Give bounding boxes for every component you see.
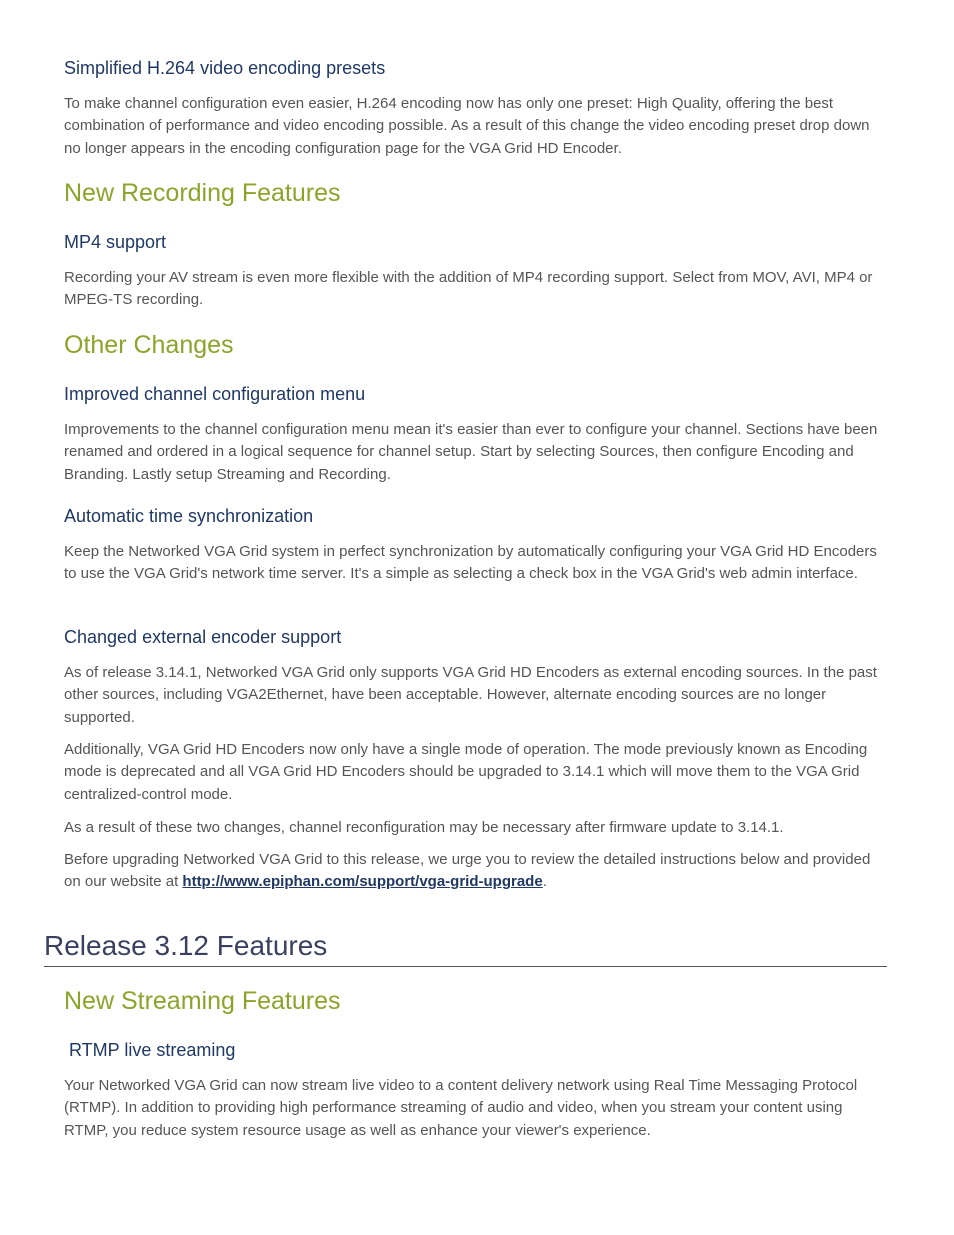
heading-rtmp-live-streaming: RTMP live streaming	[64, 1040, 236, 1060]
paragraph-h264-presets: To make channel configuration even easier, H.264 encoding now has only one preset: High Quality, offering the best combination of performance and video encoding possible. As a result of this change the video encoding preset drop down no longer appears in the encoding configuration page for the VGA Grid HD Encoder.	[64, 95, 870, 157]
paragraph-encoder-2: Additionally, VGA Grid HD Encoders now only have a single mode of operation. The mode previously known as Encoding mode is deprecated and all VGA Grid HD Encoders should be upgraded to 3.14.1 which will move them to the VGA Grid centralized-control mode.	[64, 741, 868, 803]
paragraph-encoder-4-end: .	[542, 873, 547, 891]
heading-other-changes: Other Changes	[64, 331, 234, 359]
paragraph-encoder-1: As of release 3.14.1, Networked VGA Grid only supports VGA Grid HD Encoders as external encoding sources. In the past other sources, including VGA2Ethernet, have been acceptable. However, alternate encoding sources are no longer supported.	[64, 664, 877, 726]
paragraph-rtmp-live-streaming: Your Networked VGA Grid can now stream live video to a content delivery network using Real Time Messaging Protocol (RTMP). In addition to providing high performance streaming of audio and video, when you stream your content using RTMP, you reduce system resource usage as well as enhance your viewer's experience.	[64, 1077, 858, 1139]
heading-underline-divider	[44, 966, 887, 967]
paragraph-encoder-4-text: Before upgrading Networked VGA Grid to this release, we urge you to review the detailed instructions below and provided on our website at	[64, 851, 871, 891]
heading-new-streaming-features: New Streaming Features	[64, 987, 341, 1015]
heading-h264-presets: Simplified H.264 video encoding presets	[64, 58, 386, 78]
heading-time-sync: Automatic time synchronization	[64, 506, 314, 526]
paragraph-encoder-3: As a result of these two changes, channel reconfiguration may be necessary after firmware update to 3.14.1.	[64, 819, 784, 836]
heading-external-encoder: Changed external encoder support	[64, 627, 342, 647]
paragraph-channel-config-menu: Improvements to the channel configuration menu mean it's easier than ever to configure your channel. Sections have been renamed and ordered in a logical sequence for channel setup. Start by selecting Sources, then configure Encoding and Branding. Lastly setup Streaming and Recording.	[64, 421, 878, 483]
paragraph-encoder-4	[64, 849, 890, 894]
vga-grid-upgrade-link[interactable]: http://www.epiphan.com/support/vga-grid-upgrade	[182, 873, 543, 891]
heading-new-recording-features: New Recording Features	[64, 179, 341, 207]
heading-channel-config-menu: Improved channel configuration menu	[64, 384, 366, 404]
heading-mp4-support: MP4 support	[64, 232, 167, 252]
heading-release-3-12: Release 3.12 Features	[44, 930, 328, 961]
paragraph-mp4-support: Recording your AV stream is even more flexible with the addition of MP4 recording support. Select from MOV, AVI, MP4 or MPEG-TS recording.	[64, 269, 873, 309]
paragraph-time-sync: Keep the Networked VGA Grid system in perfect synchronization by automatically configuring your VGA Grid HD Encoders to use the VGA Grid's network time server. It's a simple as selecting a check box in the VGA Grid's web admin interface.	[64, 543, 877, 583]
